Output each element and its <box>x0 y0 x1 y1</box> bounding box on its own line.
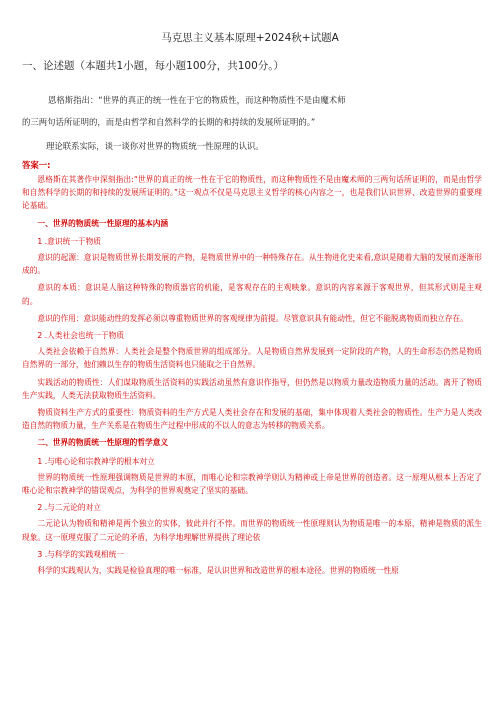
question-prompt: 理论联系实际，谈一谈你对世界的物质统一性原理的认识。 <box>46 141 264 151</box>
paragraph-practice-view: 科学的实践观认为，实践是检验真理的唯一标准，是认识世界和改造世界的根本途径。世界的物质统一性原 <box>37 566 399 576</box>
answer-intro: 恩格斯在其著作中深刻指出:“世界的真正的统一性在于它的物质性，而这种物质性不是由魔术师的三两句话所证明的，而是由哲学和自然科学的长期的和持续的发展所证明的。”这一观点不仅是马克思主义哲学的核心内容之一，也是我们认识世界、改造世界的重要理论基础。 <box>22 175 482 211</box>
paragraph-origin: 意识的起源：意识是物质世界长期发展的产物，是物质世界中的一种特殊存在。从生物进化史来看,意识是随着大脑的发展而逐渐形成的。 <box>22 253 482 276</box>
paragraph-role: 意识的作用：意识能动性的发挥必须以尊重物质世界的客观规律为前提。尽管意识具有能动性，但它不能脱离物质而独立存在。 <box>37 313 468 323</box>
subheading-idealism: 1 .与唯心论和宗教神学的根本对立 <box>37 456 155 466</box>
answer-label: 答案一: <box>22 160 51 170</box>
paragraph-practice: 实践活动的物质性：人们谋取物质生活资料的实践活动虽然有意识作指导，但仍然是以物质力量改造物质力量的活动。离开了物质生产实践，人类无法获取物质生活资料。 <box>22 377 482 400</box>
subheading-practice-view: 3 .与科学的实践观相统一 <box>37 549 125 559</box>
question-quote-line-2: 的三两句话所证明的，而是由哲学和自然科学的长期的和持续的发展所证明的。” <box>22 117 316 127</box>
section-heading: 一、论述题（本题共1小题，每小题100分，共100分。） <box>22 60 285 72</box>
answer-heading-2: 二、世界的物质统一性原理的哲学意义 <box>37 438 169 448</box>
paragraph-idealism: 世界的物质统一性原理强调物质是世界的本原，而唯心论和宗教神学则认为精神或上帝是世界的创造者。这一原理从根本上否定了唯心论和宗教神学的错误观点，为科学的世界观奠定了坚实的基础。 <box>22 472 482 496</box>
paragraph-dualism: 二元论认为物质和精神是两个独立的实体，彼此并行不悖。而世界的物质统一性原理则认为物质是唯一的本原，精神是物质的派生现象。这一原理克服了二元论的矛盾，为科学地理解世界提供了理论依 <box>22 519 482 542</box>
paragraph-nature: 人类社会依赖于自然界：人类社会是整个物质世界的组成部分。人是物质自然界发展到一定阶段的产物，人的生命形态仍然是物质自然界的一部分，他们赖以生存的物质生活资料也只能取之于自然界。 <box>22 347 482 370</box>
answer-heading-1: 一、世界的物质统一性原理的基本内涵 <box>37 218 169 228</box>
paragraph-production: 物质资料生产方式的重要性：物质资料的生产方式是人类社会存在和发展的基础，集中体现着人类社会的物质性。生产力是人类改造自然的物质力量，生产关系是在物质生产过程中形成的不以人的意志为转移的物质关系。 <box>22 408 482 431</box>
subheading-dualism: 2 .与二元论的对立 <box>37 503 101 513</box>
answer-body <box>22 173 482 581</box>
subheading-consciousness: 1 .意识统一于物质 <box>37 236 101 246</box>
question-quote-line-1: 恩格斯指出：“世界的真正的统一性在于它的物质性，而这种物质性不是由魔术师 <box>48 95 346 105</box>
subheading-society: 2 .人类社会也统一于物质 <box>37 331 125 341</box>
document-title: 马克思主义基本原理+2024秋+试题A <box>161 32 339 44</box>
paragraph-essence: 意识的本质：意识是人脑这种特殊的物质器官的机能，是客观存在的主观映象。意识的内容来源于客观世界，但其形式则是主观的。 <box>22 283 482 306</box>
